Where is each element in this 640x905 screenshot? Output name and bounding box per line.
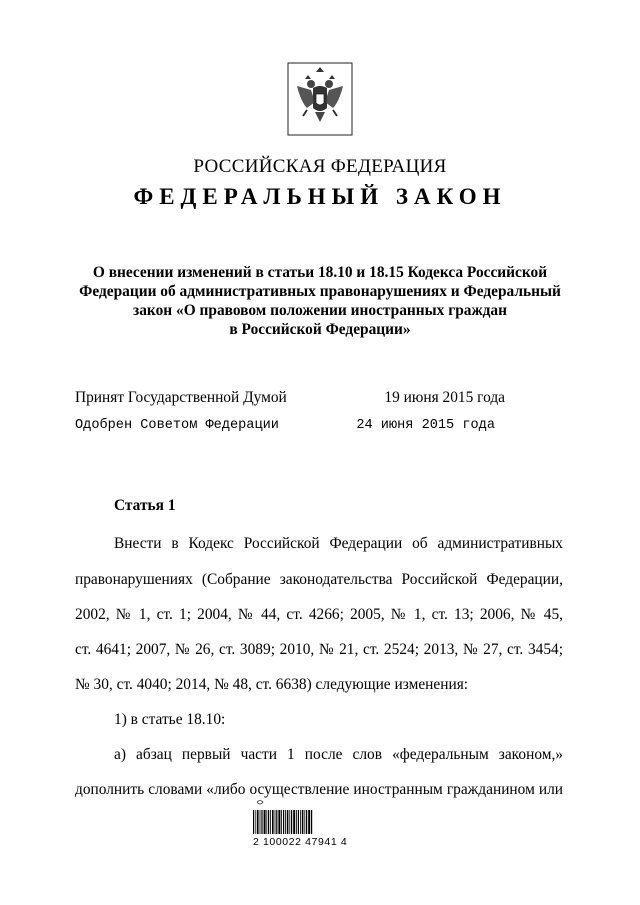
coat-of-arms-icon: [287, 62, 353, 136]
law-type-title: ФЕДЕРАЛЬНЫЙ ЗАКОН: [133, 184, 507, 209]
article-line: ст. 4641; 2007, № 26, ст. 3089; 2010, № 21, ст. 2524; 2013, № 27, ст. 3454;: [75, 641, 563, 658]
article-line: 2002, № 1, ст. 1; 2004, № 44, ст. 4266; 2005, № 1, ст. 13; 2006, № 45,: [75, 606, 563, 623]
article-line: а) абзац первый части 1 после слов «федеральным законом,»: [114, 746, 563, 763]
duma-date: 19 июня 2015 года: [384, 389, 505, 406]
council-label: Одобрен Советом Федерации: [75, 418, 279, 433]
barcode-number: 2 100022 47941 4: [253, 836, 348, 848]
duma-adoption-row: [75, 389, 505, 407]
subject-line: в Российской Федерации»: [229, 321, 411, 338]
council-date: 24 июня 2015 года: [356, 418, 495, 433]
subject-line: закон «О правовом положении иностранных граждан: [133, 302, 507, 319]
article-line: дополнить словами «либо осуществление иностранным гражданином или: [75, 781, 563, 798]
law-subject: [60, 263, 580, 339]
duma-label: Принят Государственной Думой: [75, 389, 287, 406]
article-line: правонарушениях (Собрание законодательства Российской Федерации,: [75, 571, 563, 588]
article-line: 1) в статье 18.10:: [114, 711, 226, 728]
article-heading: Статья 1: [114, 497, 176, 514]
subject-line: О внесении изменений в статьи 18.10 и 18.15 Кодекса Российской: [92, 264, 548, 281]
article-line: Внести в Кодекс Российской Федерации об административных: [114, 535, 563, 552]
country-name: РОССИЙСКАЯ ФЕДЕРАЦИЯ: [193, 156, 447, 177]
subject-line: Федерации об административных правонарушениях и Федеральный: [79, 283, 561, 300]
council-approval-row: [75, 418, 505, 433]
article-line: № 30, ст. 4040; 2014, № 48, ст. 6638) следующие изменения:: [75, 676, 469, 693]
